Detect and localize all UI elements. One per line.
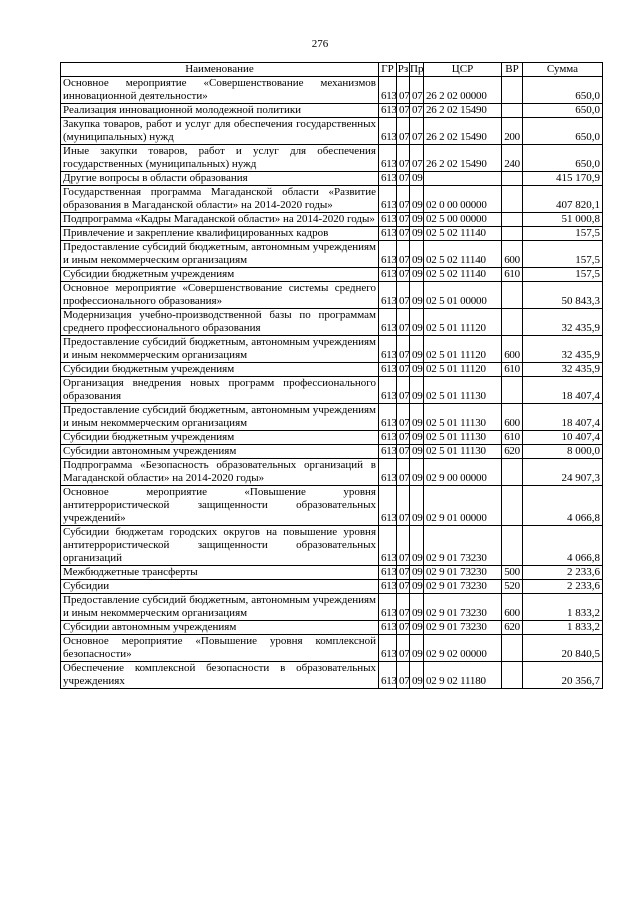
row-csr: 02 9 01 73230	[424, 526, 502, 566]
row-gr: 613	[379, 526, 397, 566]
row-csr	[424, 172, 502, 186]
row-rz: 07	[397, 404, 410, 431]
row-name: Другие вопросы в области образования	[61, 172, 379, 186]
row-gr: 613	[379, 213, 397, 227]
row-vr: 500	[502, 566, 523, 580]
row-rz: 07	[397, 104, 410, 118]
row-pr: 07	[410, 104, 424, 118]
row-gr: 613	[379, 186, 397, 213]
row-vr: 240	[502, 145, 523, 172]
table-row	[61, 431, 603, 445]
row-pr: 09	[410, 662, 424, 689]
row-pr: 09	[410, 431, 424, 445]
row-rz: 07	[397, 213, 410, 227]
row-rz: 07	[397, 621, 410, 635]
row-sum: 1 833,2	[523, 621, 603, 635]
row-sum: 407 820,1	[523, 186, 603, 213]
row-name: Предоставление субсидий бюджетным, автономным учреждениям и иным некоммерческим организациям	[61, 336, 379, 363]
row-rz: 07	[397, 145, 410, 172]
header-rz: Рз	[397, 63, 409, 75]
row-pr: 09	[410, 486, 424, 526]
row-vr	[502, 227, 523, 241]
row-csr: 02 5 01 11130	[424, 445, 502, 459]
row-pr: 09	[410, 526, 424, 566]
header-vr: ВР	[502, 63, 523, 77]
table-row	[61, 635, 603, 662]
row-sum: 51 000,8	[523, 213, 603, 227]
row-gr: 613	[379, 486, 397, 526]
budget-table	[60, 62, 603, 689]
row-pr: 09	[410, 309, 424, 336]
row-rz: 07	[397, 363, 410, 377]
row-vr: 610	[502, 268, 523, 282]
table-row	[61, 486, 603, 526]
row-pr: 09	[410, 404, 424, 431]
row-csr: 26 2 02 15490	[424, 104, 502, 118]
row-pr: 09	[410, 635, 424, 662]
row-pr: 09	[410, 268, 424, 282]
table-row	[61, 580, 603, 594]
row-vr: 610	[502, 363, 523, 377]
row-gr: 613	[379, 104, 397, 118]
row-name: Привлечение и закрепление квалифицированных кадров	[61, 227, 379, 241]
row-name: Субсидии автономным учреждениям	[61, 445, 379, 459]
row-pr: 07	[410, 77, 424, 104]
table-row	[61, 77, 603, 104]
row-rz: 07	[397, 172, 410, 186]
row-gr: 613	[379, 118, 397, 145]
row-pr: 09	[410, 241, 424, 268]
row-sum: 2 233,6	[523, 566, 603, 580]
row-rz: 07	[397, 635, 410, 662]
row-gr: 613	[379, 594, 397, 621]
row-sum: 32 435,9	[523, 309, 603, 336]
row-csr: 02 5 01 11120	[424, 309, 502, 336]
row-gr: 613	[379, 580, 397, 594]
row-gr: 613	[379, 621, 397, 635]
row-name: Государственная программа Магаданской области «Развитие образования в Магаданской области» на 2014-2020 годы»	[61, 186, 379, 213]
row-name: Обеспечение комплексной безопасности в образовательных учреждениях	[61, 662, 379, 689]
row-sum: 24 907,3	[523, 459, 603, 486]
row-name: Реализация инновационной молодежной политики	[61, 104, 379, 118]
row-name: Субсидии автономным учреждениям	[61, 621, 379, 635]
row-name: Субсидии бюджетным учреждениям	[61, 363, 379, 377]
row-pr: 09	[410, 566, 424, 580]
row-vr: 200	[502, 118, 523, 145]
row-rz: 07	[397, 336, 410, 363]
row-csr: 02 5 01 11120	[424, 336, 502, 363]
table-row	[61, 445, 603, 459]
row-vr: 600	[502, 336, 523, 363]
row-vr: 520	[502, 580, 523, 594]
row-name: Подпрограмма «Безопасность образовательных организаций в Магаданской области» на 2014-2020 годы»	[61, 459, 379, 486]
row-csr: 02 5 01 11130	[424, 404, 502, 431]
row-vr	[502, 104, 523, 118]
row-csr: 02 9 01 00000	[424, 486, 502, 526]
row-name: Закупка товаров, работ и услуг для обеспечения государственных (муниципальных) нужд	[61, 118, 379, 145]
row-csr: 02 0 00 00000	[424, 186, 502, 213]
table-row	[61, 662, 603, 689]
row-csr: 26 2 02 15490	[424, 118, 502, 145]
page-number: 276	[311, 38, 329, 50]
row-vr	[502, 459, 523, 486]
row-vr: 600	[502, 594, 523, 621]
row-sum: 650,0	[523, 77, 603, 104]
table-row	[61, 621, 603, 635]
row-sum: 50 843,3	[523, 282, 603, 309]
row-csr: 02 9 00 00000	[424, 459, 502, 486]
row-name: Основное мероприятие «Совершенствование системы среднего профессионального образования»	[61, 282, 379, 309]
row-sum: 650,0	[523, 145, 603, 172]
row-pr: 07	[410, 118, 424, 145]
row-sum: 18 407,4	[523, 404, 603, 431]
row-sum: 157,5	[523, 241, 603, 268]
row-vr	[502, 282, 523, 309]
table-row	[61, 377, 603, 404]
row-gr: 613	[379, 635, 397, 662]
row-csr: 02 9 01 73230	[424, 621, 502, 635]
row-name: Основное мероприятие «Повышение уровня антитеррористической защищенности образовательных учреждений»	[61, 486, 379, 526]
row-sum: 650,0	[523, 118, 603, 145]
row-csr: 26 2 02 15490	[424, 145, 502, 172]
row-gr: 613	[379, 268, 397, 282]
row-rz: 07	[397, 566, 410, 580]
row-vr: 620	[502, 445, 523, 459]
row-pr: 09	[410, 186, 424, 213]
row-csr: 02 5 02 11140	[424, 268, 502, 282]
row-name: Межбюджетные трансферты	[61, 566, 379, 580]
row-pr: 09	[410, 282, 424, 309]
row-name: Предоставление субсидий бюджетным, автономным учреждениям и иным некоммерческим организациям	[61, 404, 379, 431]
table-row	[61, 186, 603, 213]
row-csr: 02 5 00 00000	[424, 213, 502, 227]
row-csr: 26 2 02 00000	[424, 77, 502, 104]
row-csr: 02 5 01 11130	[424, 431, 502, 445]
row-rz: 07	[397, 662, 410, 689]
row-vr: 600	[502, 404, 523, 431]
row-gr: 613	[379, 77, 397, 104]
row-csr: 02 5 01 00000	[424, 282, 502, 309]
row-sum: 650,0	[523, 104, 603, 118]
table-row	[61, 363, 603, 377]
table-row	[61, 282, 603, 309]
row-vr	[502, 172, 523, 186]
row-vr: 610	[502, 431, 523, 445]
row-name: Субсидии бюджетным учреждениям	[61, 431, 379, 445]
row-gr: 613	[379, 459, 397, 486]
table-row	[61, 566, 603, 580]
row-rz: 07	[397, 486, 410, 526]
row-vr	[502, 309, 523, 336]
row-vr	[502, 186, 523, 213]
header-gr: ГР	[379, 63, 397, 77]
table-row	[61, 104, 603, 118]
row-rz: 07	[397, 77, 410, 104]
table-header-row	[61, 63, 603, 77]
row-sum: 4 066,8	[523, 526, 603, 566]
row-pr: 09	[410, 213, 424, 227]
row-gr: 613	[379, 336, 397, 363]
row-vr: 620	[502, 621, 523, 635]
row-rz: 07	[397, 227, 410, 241]
row-vr	[502, 662, 523, 689]
table-row	[61, 459, 603, 486]
row-csr: 02 9 02 11180	[424, 662, 502, 689]
row-csr: 02 9 02 00000	[424, 635, 502, 662]
row-pr: 09	[410, 363, 424, 377]
row-gr: 613	[379, 431, 397, 445]
header-name: Наименование	[61, 63, 379, 77]
table-row	[61, 213, 603, 227]
row-vr	[502, 526, 523, 566]
row-csr: 02 5 02 11140	[424, 241, 502, 268]
row-sum: 18 407,4	[523, 377, 603, 404]
row-rz: 07	[397, 118, 410, 145]
table-body	[61, 77, 603, 689]
row-gr: 613	[379, 241, 397, 268]
row-pr: 09	[410, 445, 424, 459]
row-name: Основное мероприятие «Повышение уровня комплексной безопасности»	[61, 635, 379, 662]
row-sum: 20 356,7	[523, 662, 603, 689]
row-csr: 02 5 01 11130	[424, 377, 502, 404]
row-gr: 613	[379, 363, 397, 377]
row-rz: 07	[397, 580, 410, 594]
row-pr: 09	[410, 580, 424, 594]
row-gr: 613	[379, 145, 397, 172]
table-row	[61, 268, 603, 282]
row-sum: 157,5	[523, 268, 603, 282]
table-row	[61, 309, 603, 336]
row-gr: 613	[379, 404, 397, 431]
row-csr: 02 9 01 73230	[424, 580, 502, 594]
row-csr: 02 9 01 73230	[424, 566, 502, 580]
row-sum: 10 407,4	[523, 431, 603, 445]
row-sum: 8 000,0	[523, 445, 603, 459]
table-row	[61, 227, 603, 241]
row-sum: 415 170,9	[523, 172, 603, 186]
table-row	[61, 145, 603, 172]
row-name: Организация внедрения новых программ профессионального образования	[61, 377, 379, 404]
row-rz: 07	[397, 594, 410, 621]
row-rz: 07	[397, 241, 410, 268]
row-name: Подпрограмма «Кадры Магаданской области» на 2014-2020 годы»	[61, 213, 379, 227]
row-sum: 32 435,9	[523, 336, 603, 363]
row-pr: 09	[410, 594, 424, 621]
row-rz: 07	[397, 268, 410, 282]
row-name: Субсидии бюджетным учреждениям	[61, 268, 379, 282]
row-vr: 600	[502, 241, 523, 268]
row-pr: 09	[410, 336, 424, 363]
row-rz: 07	[397, 445, 410, 459]
row-pr: 09	[410, 172, 424, 186]
row-name: Предоставление субсидий бюджетным, автономным учреждениям и иным некоммерческим организациям	[61, 594, 379, 621]
table-row	[61, 118, 603, 145]
row-pr: 09	[410, 227, 424, 241]
row-gr: 613	[379, 662, 397, 689]
row-vr	[502, 213, 523, 227]
row-pr: 09	[410, 377, 424, 404]
table-row	[61, 594, 603, 621]
row-gr: 613	[379, 282, 397, 309]
table-row	[61, 336, 603, 363]
row-gr: 613	[379, 445, 397, 459]
header-csr: ЦСР	[424, 63, 502, 77]
row-name: Предоставление субсидий бюджетным, автономным учреждениям и иным некоммерческим организациям	[61, 241, 379, 268]
row-sum: 32 435,9	[523, 363, 603, 377]
row-rz: 07	[397, 282, 410, 309]
row-sum: 157,5	[523, 227, 603, 241]
row-rz: 07	[397, 186, 410, 213]
row-gr: 613	[379, 172, 397, 186]
row-gr: 613	[379, 566, 397, 580]
header-pr: Пр	[410, 63, 424, 75]
row-name: Субсидии	[61, 580, 379, 594]
row-vr	[502, 377, 523, 404]
row-sum: 20 840,5	[523, 635, 603, 662]
table-row	[61, 526, 603, 566]
row-name: Субсидии бюджетам городских округов на повышение уровня антитеррористической защищенности образовательных организаций	[61, 526, 379, 566]
row-vr	[502, 486, 523, 526]
row-gr: 613	[379, 377, 397, 404]
row-csr: 02 5 01 11120	[424, 363, 502, 377]
row-sum: 4 066,8	[523, 486, 603, 526]
row-gr: 613	[379, 227, 397, 241]
row-vr	[502, 77, 523, 104]
row-pr: 09	[410, 621, 424, 635]
row-rz: 07	[397, 377, 410, 404]
row-gr: 613	[379, 309, 397, 336]
row-pr: 09	[410, 459, 424, 486]
row-vr	[502, 635, 523, 662]
row-csr: 02 9 01 73230	[424, 594, 502, 621]
table-row	[61, 404, 603, 431]
header-sum: Сумма	[523, 63, 603, 77]
row-rz: 07	[397, 309, 410, 336]
table-row	[61, 172, 603, 186]
table-row	[61, 241, 603, 268]
row-name: Основное мероприятие «Совершенствование механизмов инновационной деятельности»	[61, 77, 379, 104]
row-sum: 2 233,6	[523, 580, 603, 594]
row-sum: 1 833,2	[523, 594, 603, 621]
row-rz: 07	[397, 459, 410, 486]
row-rz: 07	[397, 431, 410, 445]
row-rz: 07	[397, 526, 410, 566]
row-name: Иные закупки товаров, работ и услуг для обеспечения государственных (муниципальных) нужд	[61, 145, 379, 172]
row-csr: 02 5 02 11140	[424, 227, 502, 241]
row-pr: 07	[410, 145, 424, 172]
row-name: Модернизация учебно-производственной базы по программам среднего профессионального образования	[61, 309, 379, 336]
